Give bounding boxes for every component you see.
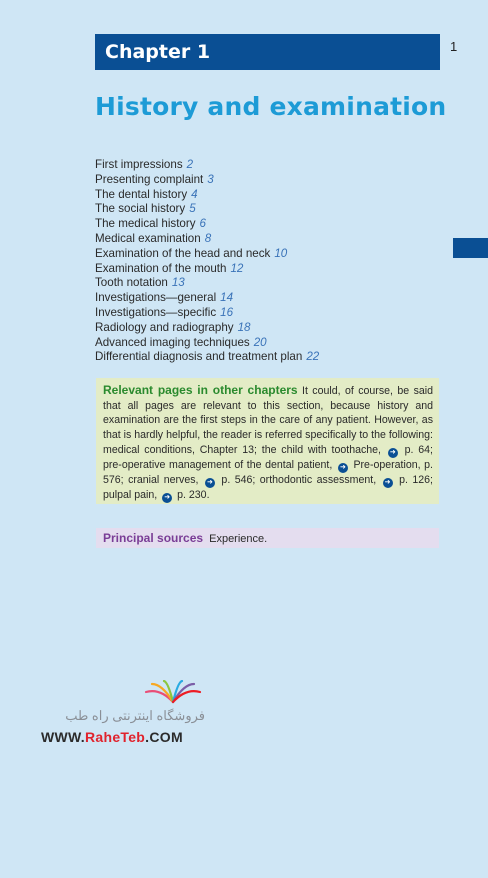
related-text-4: p. 546; orthodontic assessment, (221, 473, 377, 486)
toc-item[interactable] (95, 306, 319, 321)
toc-item-label: Differential diagnosis and treatment plan (95, 350, 303, 364)
url-suffix: .COM (145, 729, 183, 745)
toc-item[interactable] (95, 336, 319, 351)
arrow-right-circle-icon: ➜ (383, 478, 393, 488)
toc-item[interactable] (95, 262, 319, 277)
toc-item-page: 14 (220, 291, 234, 305)
toc-item-page: 10 (274, 246, 288, 260)
related-pages-box (96, 378, 439, 504)
url-prefix: WWW. (41, 729, 85, 745)
toc-item[interactable] (95, 321, 319, 336)
toc-item-label: Radiology and radiography (95, 320, 234, 334)
arrow-right-circle-icon: ➜ (205, 478, 215, 488)
shop-name: فروشگاه اینترنتی راه طب (65, 708, 205, 723)
page-number: 1 (450, 39, 458, 54)
toc-item-page: 8 (204, 231, 212, 245)
open-book-icon (138, 680, 208, 706)
arrow-right-circle-icon: ➜ (162, 493, 172, 503)
toc-item-page: 22 (306, 350, 320, 364)
related-text-6: p. 230. (177, 488, 210, 501)
sources-heading: Principal sources (103, 531, 204, 545)
toc-item[interactable] (95, 188, 319, 203)
toc-item-label: Investigations—specific (95, 305, 217, 319)
chapter-label: Chapter 1 (105, 41, 211, 63)
toc-item-label: The medical history (95, 217, 196, 231)
table-of-contents (95, 158, 319, 365)
toc-item[interactable] (95, 276, 319, 291)
toc-item-page: 18 (237, 320, 251, 334)
toc-item-label: First impressions (95, 158, 183, 171)
toc-item-label: Examination of the head and neck (95, 246, 271, 260)
chapter-edge-tab (453, 238, 488, 258)
toc-item-page: 4 (191, 187, 198, 201)
arrow-right-circle-icon: ➜ (388, 448, 398, 458)
toc-item[interactable] (95, 350, 319, 365)
sources-text: Experience. (209, 533, 268, 545)
related-text-5: p. 126; pulpal pain, (103, 473, 433, 501)
toc-item-label: Investigations—general (95, 291, 217, 305)
toc-item[interactable] (95, 217, 319, 232)
toc-item-page: 16 (220, 305, 234, 319)
toc-item-page: 6 (199, 217, 206, 231)
related-text-3: Pre-operation, p. 576; cranial nerves, (103, 458, 433, 486)
toc-item[interactable] (95, 247, 319, 262)
toc-item-label: Advanced imaging techniques (95, 335, 250, 349)
toc-item-page: 5 (189, 202, 196, 216)
toc-item[interactable] (95, 173, 319, 188)
toc-item-label: Presenting complaint (95, 172, 204, 186)
principal-sources-box (96, 528, 439, 548)
toc-item[interactable] (95, 232, 319, 247)
toc-item-page: 2 (186, 158, 194, 171)
chapter-header (95, 34, 440, 70)
toc-item[interactable] (95, 291, 319, 306)
page-title: History and examination (95, 92, 447, 121)
related-text-2: p. 64; pre-operative management of the dental patient, (103, 443, 434, 471)
toc-item-page: 20 (253, 335, 267, 349)
related-text-1: It could, of course, be said that all pages are relevant to this section, because history and examination are the first steps in the care of any patient. However, as that is hardly helpful, the reader is referred specifically to the following: medical conditions, Chapter 13; the child with toothache, (103, 385, 434, 456)
toc-item-label: The social history (95, 202, 186, 216)
toc-item-label: Tooth notation (95, 276, 168, 290)
toc-item-label: Examination of the mouth (95, 261, 227, 275)
toc-item-page: 13 (171, 276, 185, 290)
site-url[interactable] (41, 729, 183, 745)
related-heading: Relevant pages in other chapters (103, 383, 298, 397)
toc-item-label: Medical examination (95, 231, 201, 245)
toc-item[interactable] (95, 158, 319, 173)
url-highlight: RaheTeb (84, 729, 146, 745)
toc-item[interactable] (95, 202, 319, 217)
toc-item-label: The dental history (95, 187, 188, 201)
arrow-right-circle-icon: ➜ (338, 463, 348, 473)
toc-item-page: 3 (207, 172, 214, 186)
toc-item-page: 12 (230, 261, 244, 275)
